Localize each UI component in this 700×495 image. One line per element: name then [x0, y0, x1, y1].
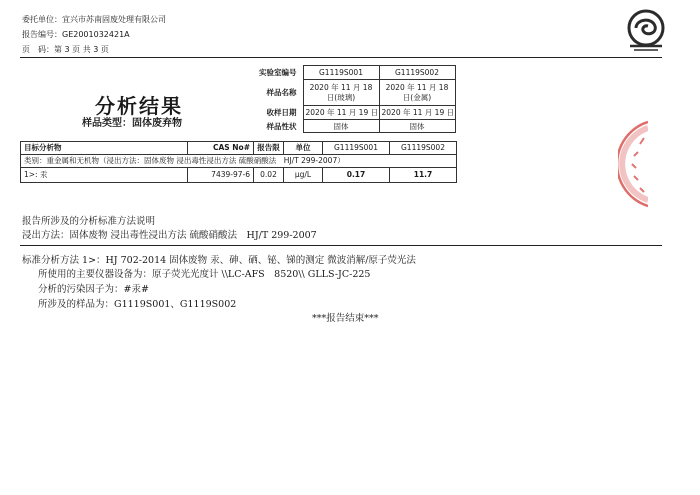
notes-samples: 所涉及的样品为：G1119S001、G1119S002: [38, 299, 237, 310]
info-cell: 固体: [379, 120, 455, 133]
sample2-result: 11.7: [390, 168, 457, 183]
notes-rule: [20, 245, 662, 246]
unit-cell: μg/L: [284, 168, 323, 183]
report-no-label: 报告编号：: [22, 30, 62, 39]
sample-type: 样品类型：固体废弃物: [82, 118, 182, 129]
info-cell: 2020 年 11 月 18 日(玻璃): [303, 80, 379, 106]
info-cell: 2020 年 11 月 18 日(金属): [379, 80, 455, 106]
info-row-appearance: [238, 120, 455, 133]
category-cell: 类别：重金属和无机物（浸出方法：固体废物 浸出毒性浸出方法 硫酸硝酸法 HJ/T 299-2007）: [21, 155, 457, 168]
notes-standard-method: 标准分析方法 1>：HJ 702-2014 固体废物 汞、砷、硒、铋、锑的测定 微波消解/原子荧光法: [22, 255, 416, 266]
notes-instrument: 所使用的主要仪器设备为：原子荧光光度计 \\LC-AFS 8520\\ GLLS-JC-225: [38, 269, 371, 280]
company-logo-swirl-icon: [622, 8, 670, 52]
info-cell: 2020 年 11 月 19 日: [379, 106, 455, 120]
analyte-cell: 1>: 汞: [21, 168, 188, 183]
page-title: 分析结果: [95, 94, 183, 118]
client-line: [22, 15, 166, 25]
cas-cell: 7439-97-6: [188, 168, 254, 183]
notes-heading: 报告所涉及的分析标准方法说明: [22, 216, 156, 227]
sample1-result: 0.17: [323, 168, 390, 183]
seal-icon: [618, 118, 648, 210]
sample-info-table: [238, 65, 456, 133]
col-header-analyte: 目标分析物: [21, 142, 188, 155]
client-label: 委托单位：: [22, 15, 62, 24]
report-end: ***报告结束***: [312, 313, 379, 324]
company-logo: [622, 8, 670, 52]
category-row: [21, 155, 457, 168]
col-header-sample2: G1119S002: [390, 142, 457, 155]
info-label: 样品性状: [266, 121, 297, 131]
info-label: 样品名称: [266, 88, 297, 97]
page-label: 页 码：: [22, 45, 54, 54]
col-header-unit: 单位: [284, 142, 323, 155]
page-line: [22, 45, 109, 55]
client-value: 宜兴市苏南固废处理有限公司: [62, 15, 166, 24]
results-header-row: [21, 142, 457, 155]
report-no-value: GE2001032421A: [62, 30, 130, 39]
info-cell: 固体: [303, 120, 379, 133]
info-cell: 2020 年 11 月 19 日: [303, 106, 379, 120]
col-header-sample1: G1119S001: [323, 142, 390, 155]
info-label: 实验室编号: [259, 68, 297, 77]
notes-pollutant: 分析的污染因子为：#汞#: [38, 284, 149, 295]
header-rule: [20, 57, 662, 58]
info-label: 收样日期: [266, 108, 297, 117]
report-no-line: [22, 30, 130, 40]
info-row-lab-id: [238, 66, 455, 80]
results-table: [20, 141, 457, 183]
limit-cell: 0.02: [254, 168, 284, 183]
col-header-cas: CAS No#: [188, 142, 254, 155]
info-cell: G1119S002: [379, 66, 455, 80]
notes-leach-method: 浸出方法：固体废物 浸出毒性浸出方法 硫酸硝酸法 HJ/T 299-2007: [22, 230, 317, 241]
table-row: [21, 168, 457, 183]
page-value: 第 3 页 共 3 页: [54, 45, 109, 54]
info-row-sample-name: [238, 80, 455, 106]
info-row-receive-date: [238, 106, 455, 120]
company-seal: [618, 118, 648, 210]
col-header-limit: 报告限: [254, 142, 284, 155]
info-cell: G1119S001: [303, 66, 379, 80]
